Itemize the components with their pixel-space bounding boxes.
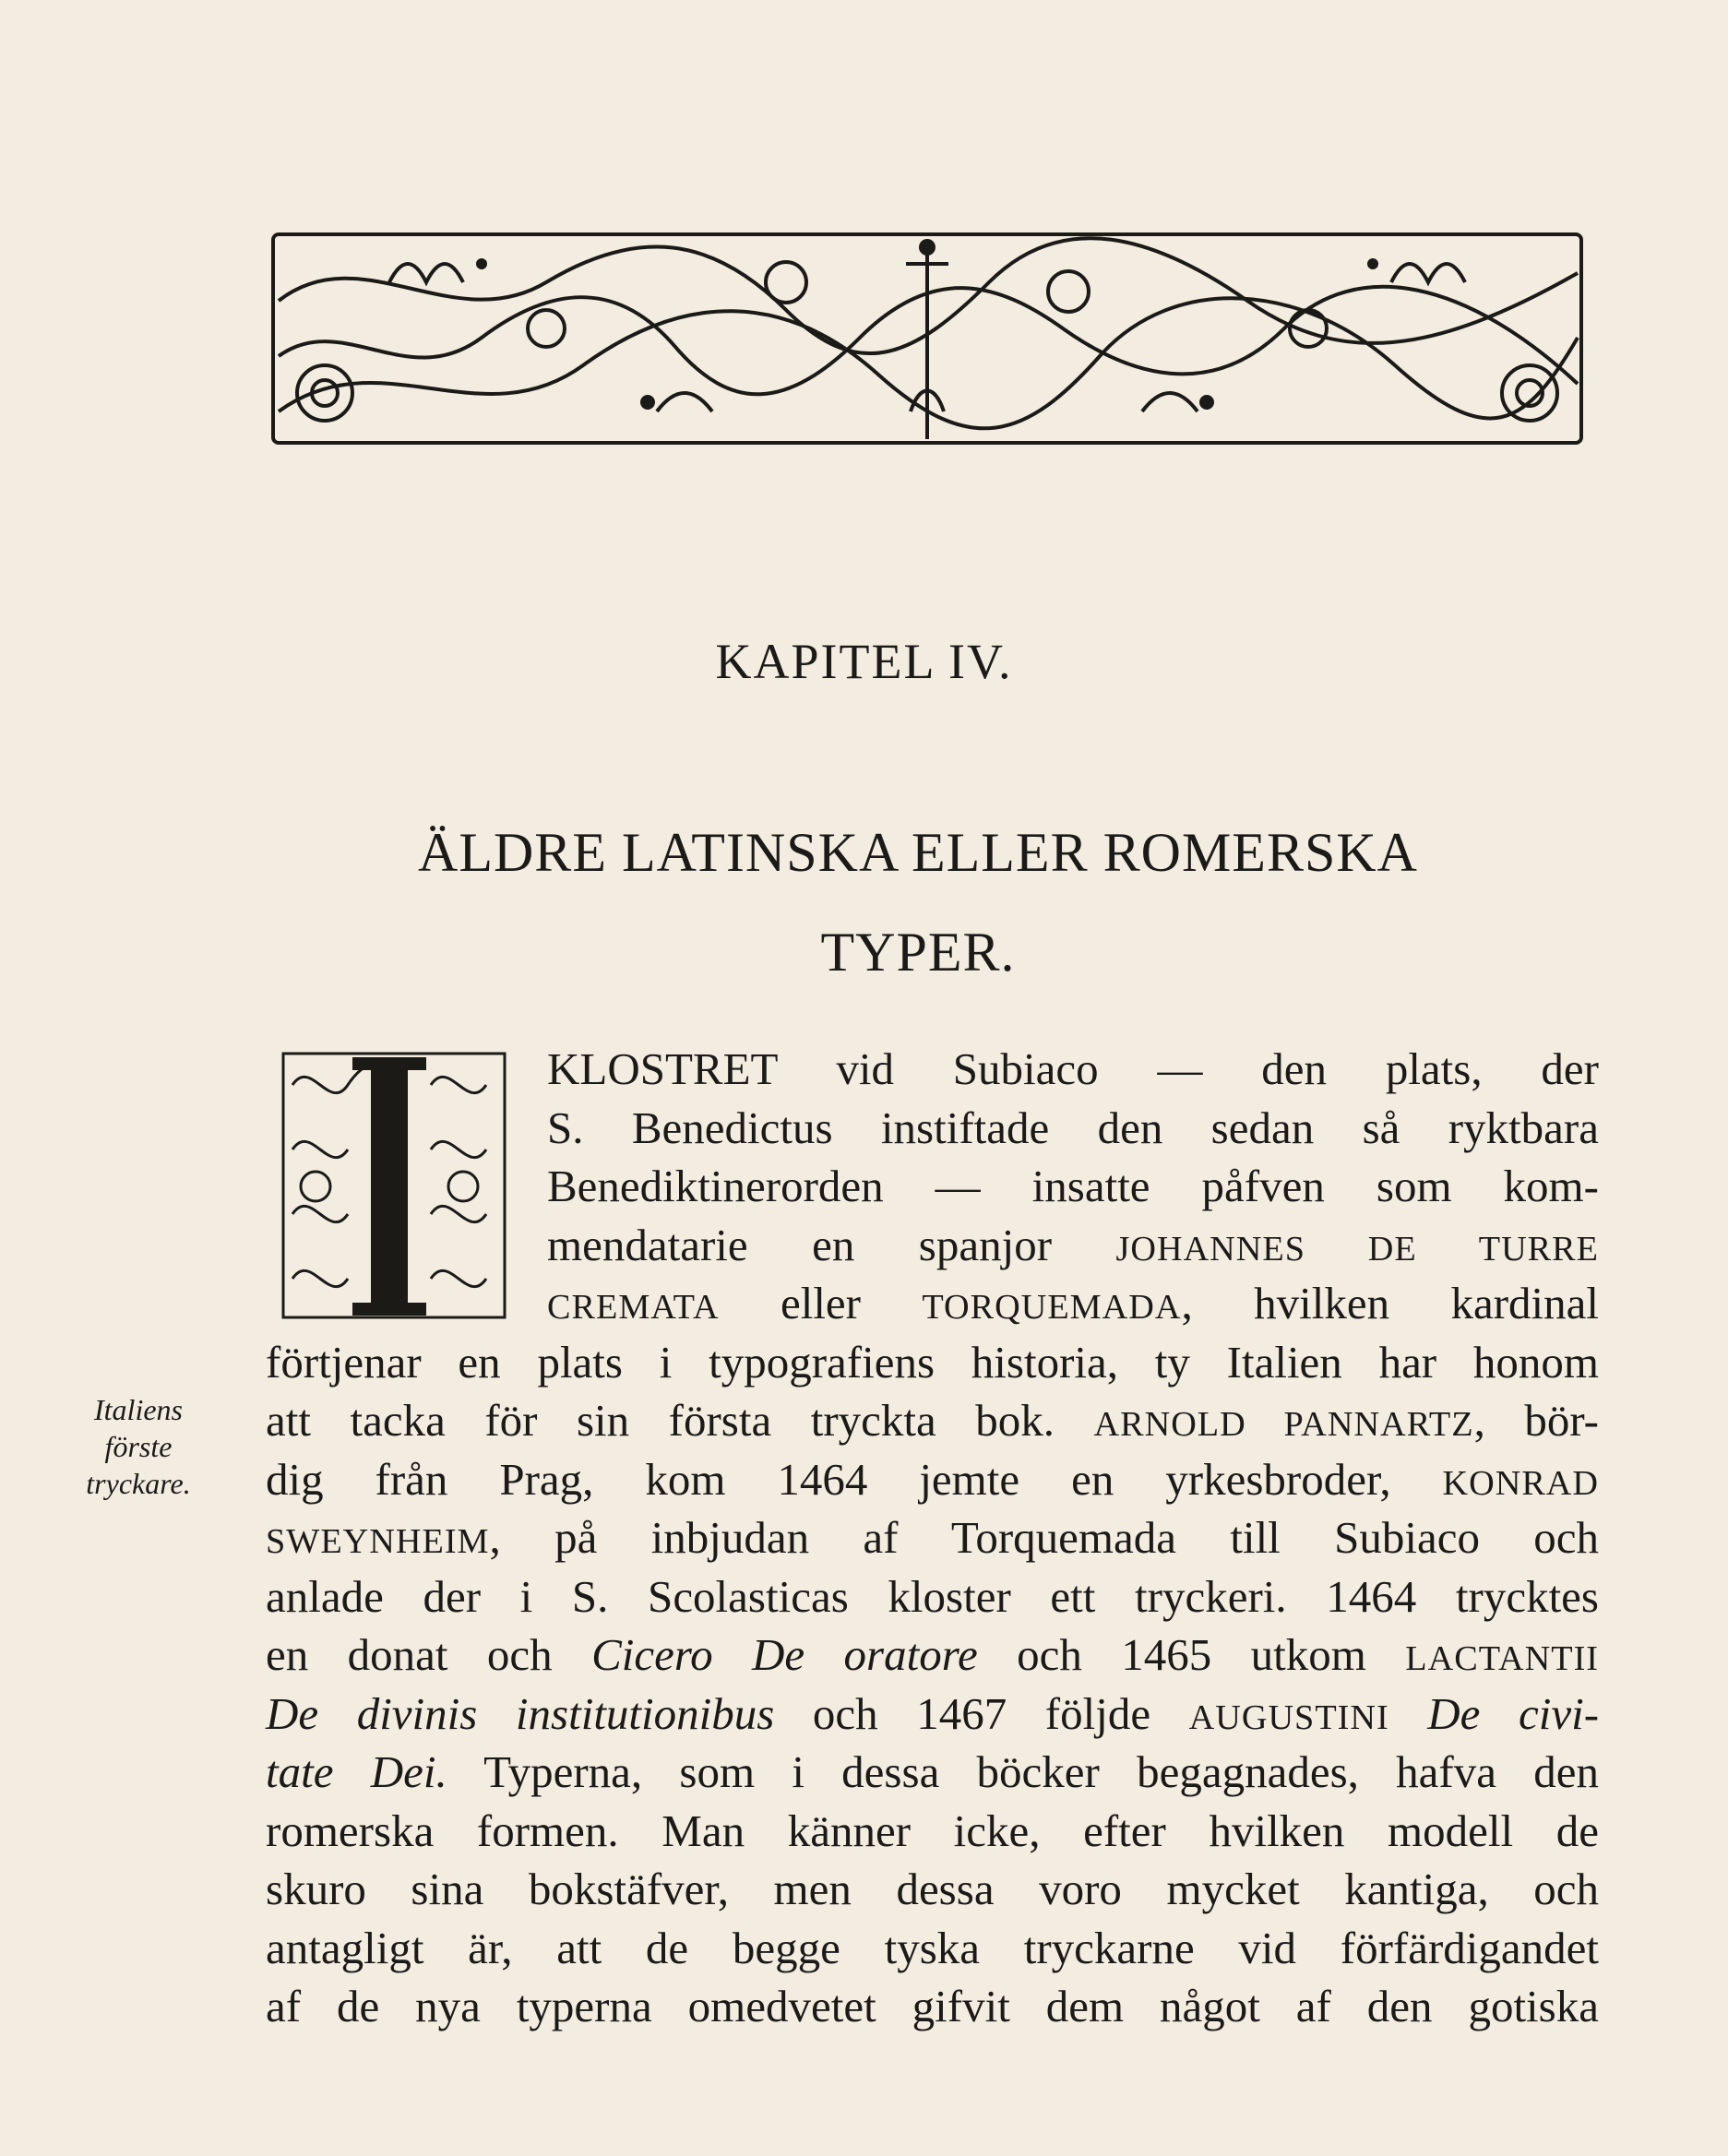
small-caps-name: JOHANNES DE TURRE (1115, 1229, 1600, 1269)
text-segment: och 1465 utkom (1017, 1629, 1366, 1680)
chapter-title (304, 803, 1531, 1002)
text-line: anlade der i S. Scolasticas kloster ett tryckeri. 1464 trycktes (266, 1570, 1599, 1622)
title-line-1: ÄLDRE LATINSKA ELLER ROMERSKA (417, 822, 1418, 883)
text-line: af de nya typerna omedvetet gifvit dem något af den gotiska (266, 1981, 1599, 2031)
chapter-heading: KAPITEL IV. (715, 634, 1013, 689)
ornamental-headpiece (269, 227, 1585, 450)
margin-note-line: Italiens (94, 1393, 183, 1426)
small-caps-name: AUGUSTINI (1188, 1697, 1389, 1737)
small-caps-name: TORQUEMADA (922, 1288, 1182, 1327)
text-segment: och 1467 följde (812, 1687, 1151, 1739)
small-caps-name: ARNOLD PANNARTZ (1093, 1405, 1474, 1444)
text-segment: en donat och (266, 1629, 553, 1680)
small-caps-name: LACTANTII (1405, 1639, 1600, 1678)
text-line (266, 1450, 1599, 1509)
text-segment: , på inbjudan af Torquemada till Subiaco och (489, 1512, 1599, 1563)
text-line (266, 1216, 1599, 1275)
text-line (266, 1743, 1599, 1802)
text-line (266, 1391, 1599, 1450)
text-segment: dig från Prag, kom 1464 jemte en yrkesbroder, (266, 1453, 1391, 1505)
text-line: KLOSTRET vid Subiaco — den plats, der (547, 1043, 1599, 1094)
text-segment: eller (780, 1278, 861, 1328)
text-line: skuro sina bokstäfver, men dessa voro mycket kantiga, och (266, 1864, 1599, 1914)
text-line (266, 1274, 1599, 1333)
italic-title: De divinis institutionibus (266, 1687, 775, 1739)
text-segment: , hvilken kardinal (1181, 1278, 1600, 1328)
italic-title: De civi- (1427, 1687, 1600, 1739)
text-line: Benediktinerorden — insatte påfven som kom- (547, 1161, 1599, 1211)
text-line: S. Benedictus instiftade den sedan så ryktbara (547, 1102, 1599, 1153)
italic-title: tate Dei. (266, 1746, 447, 1797)
text-line (266, 1508, 1599, 1567)
margin-note-line: förste (104, 1430, 173, 1463)
text-line (266, 1685, 1599, 1744)
small-caps-name: KONRAD (1442, 1463, 1600, 1503)
margin-note-line: tryckare. (86, 1467, 191, 1500)
text-segment: att tacka för sin första tryckta bok. (266, 1395, 1055, 1446)
small-caps-name: CREMATA (547, 1288, 720, 1327)
text-line: romerska formen. Man känner icke, efter hvilken modell de (266, 1805, 1599, 1856)
text-line: förtjenar en plats i typografiens historia, ty Italien har honom (266, 1336, 1599, 1388)
body-paragraph (266, 1040, 1599, 2036)
text-line (266, 1626, 1599, 1685)
margin-note (55, 1391, 221, 1502)
text-segment: Typerna, som i dessa böcker begagnades, hafva den (483, 1746, 1599, 1797)
small-caps-name: SWEYNHEIM (266, 1522, 490, 1561)
title-line-2: TYPER. (820, 922, 1016, 983)
text-segment: mendatarie en spanjor (547, 1219, 1053, 1270)
italic-title: Cicero De oratore (591, 1629, 978, 1680)
text-line: antagligt är, att de begge tyska tryckarne vid förfärdigandet (266, 1922, 1599, 1973)
text-segment: , bör- (1473, 1395, 1599, 1446)
